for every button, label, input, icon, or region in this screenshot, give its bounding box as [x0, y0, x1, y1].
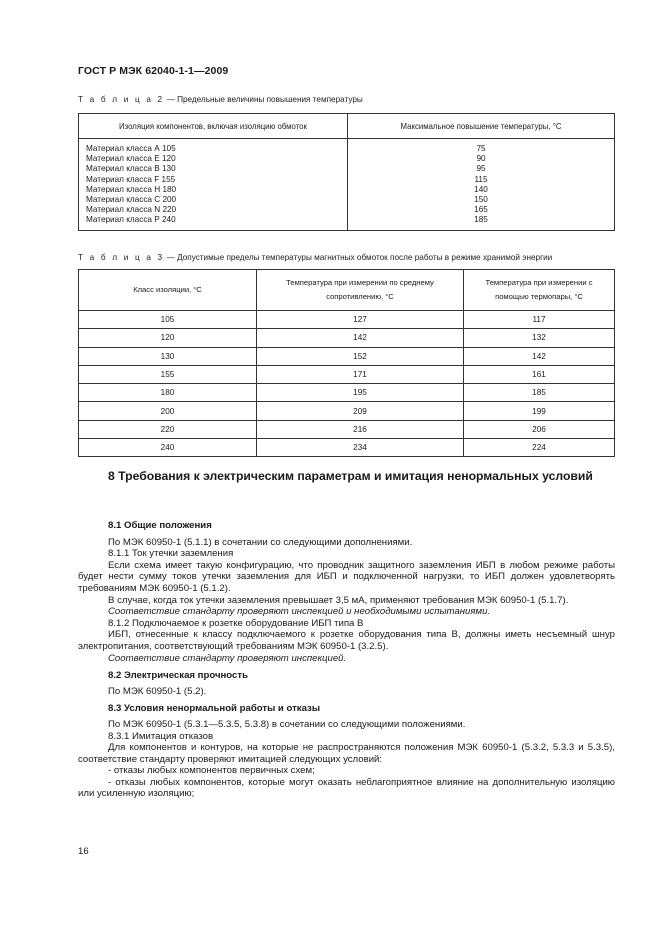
table3-cell: 199	[464, 402, 615, 420]
table3-header-row	[79, 270, 615, 311]
table3-cell: 171	[257, 365, 464, 383]
paragraph: По МЭК 60950-1 (5.1.1) в сочетании со следующими дополнениями.	[108, 536, 413, 548]
table3-cell: 195	[257, 384, 464, 402]
table2-material: Материал класса N 220	[86, 205, 177, 215]
table2-value: 150	[474, 195, 488, 205]
table2-material: Материал класса Н 180	[86, 184, 177, 194]
paragraph: Если схема имеет такую конфигурацию, что проводник защитного заземления ИБП в любом режиме работы будет нести сумму токов утечки заземления для ИБП и подключенной нагрузки, то ИБП должен удовлетворять требованиям МЭК 60950-1 (5.1.2).	[78, 559, 615, 594]
table2-value: 140	[474, 184, 488, 194]
table3-cell: 130	[79, 347, 257, 365]
subsection-8-3-1-title: 8.3.1 Имитация отказов	[108, 730, 214, 742]
table3-cell: 152	[257, 347, 464, 365]
table3-cell: 120	[79, 329, 257, 347]
table3	[78, 269, 615, 457]
table3-cell: 200	[79, 402, 257, 420]
list-item: - отказы любых компонентов, которые могут оказать неблагоприятное влияние на дополнительную изоляцию или усиленную изоляцию;	[78, 776, 615, 800]
table3-cell: 105	[79, 311, 257, 329]
table3-cell: 185	[464, 384, 615, 402]
table2	[78, 113, 615, 231]
compliance-note: Соответствие стандарту проверяют инспекцией.	[108, 652, 347, 664]
subsection-8-1-2-title: 8.1.2 Подключаемое к розетке оборудование ИБП типа В	[108, 617, 364, 629]
table3-caption	[78, 253, 552, 262]
table2-materials-cell	[79, 139, 348, 231]
table3-cell: 240	[79, 439, 257, 457]
table2-value: 75	[476, 144, 486, 153]
section-8-1-title: 8.1 Общие положения	[108, 520, 212, 531]
table-row	[79, 311, 615, 329]
page-number: 16	[78, 846, 89, 857]
table2-header-row	[79, 114, 615, 139]
table-row	[79, 347, 615, 365]
table-row	[79, 384, 615, 402]
list-item: - отказы любых компонентов первичных схем;	[108, 765, 315, 777]
table2-material: Материал класса F 155	[86, 174, 176, 184]
subsection-8-1-1-title: 8.1.1 Ток утечки заземления	[108, 548, 234, 560]
table3-cell: 216	[257, 420, 464, 438]
table3-cell: 224	[464, 439, 615, 457]
table2-col-insulation: Изоляция компонентов, включая изоляцию обмоток	[79, 114, 348, 139]
paragraph: В случае, когда ток утечки заземления превышает 3,5 мА, применяют требования МЭК 60950-1 (5.1.7).	[108, 594, 569, 606]
table2-caption-label: Т а б л и ц а 2	[78, 95, 165, 104]
document-header: ГОСТ Р МЭК 62040-1-1—2009	[78, 65, 229, 77]
paragraph: Для компонентов и контуров, на которые не распространяются положения МЭК 60950-1 (5.3.2, 5.3.3 и 5.3.5), соответствие стандарту проверяют имитацией следующих условий:	[78, 742, 615, 765]
table3-cell: 132	[464, 329, 615, 347]
table2-material: Материал класса Е 120	[86, 154, 176, 164]
table2-value: 165	[474, 205, 488, 215]
table-row	[79, 439, 615, 457]
table3-caption-text: — Допустимые пределы температуры магнитных обмоток после работы в режиме хранимой энергии	[164, 253, 553, 262]
table2-value: 185	[474, 215, 488, 225]
paragraph: По МЭК 60950-1 (5.3.1—5.3.5, 5.3.8) в сочетании со следующими положениями.	[108, 718, 466, 730]
table2-material: Материал класса В 130	[86, 164, 176, 174]
table3-cell: 180	[79, 384, 257, 402]
table2-material: Материал класса А 105	[86, 144, 176, 153]
table3-cell: 234	[257, 439, 464, 457]
table3-cell: 142	[464, 347, 615, 365]
table2-value: 90	[476, 154, 486, 164]
section-8-2-title: 8.2 Электрическая прочность	[108, 670, 248, 682]
table-row	[79, 329, 615, 347]
table2-value: 115	[474, 174, 488, 184]
table2-caption	[78, 95, 363, 104]
table2-material: Материал класса Р 240	[86, 215, 176, 225]
table2-caption-text: — Предельные величины повышения температуры	[164, 95, 363, 104]
table3-cell: 220	[79, 420, 257, 438]
table3-cell: 155	[79, 365, 257, 383]
table2-values-cell	[348, 139, 615, 231]
table3-cell: 142	[257, 329, 464, 347]
table3-cell: 206	[464, 420, 615, 438]
table3-cell: 127	[257, 311, 464, 329]
paragraph: По МЭК 60950-1 (5.2).	[108, 685, 207, 697]
table3-col-thermocouple: Температура при измерении с помощью термопары, °С	[464, 270, 615, 311]
section8-title: 8 Требования к электрическим параметрам и имитация ненормальных условий	[108, 469, 593, 483]
section8-body	[78, 520, 615, 800]
compliance-note: Соответствие стандарту проверяют инспекцией и необходимыми испытаниями.	[108, 606, 491, 618]
table-row	[79, 420, 615, 438]
section-8-3-title: 8.3 Условия ненормальной работы и отказы	[108, 703, 321, 715]
table2-body-row	[79, 139, 615, 231]
table2-value: 95	[476, 164, 486, 174]
table3-col-resistance: Температура при измерении по среднему сопротивлению, °С	[257, 270, 464, 311]
table-row	[79, 365, 615, 383]
table3-cell: 209	[257, 402, 464, 420]
table3-cell: 161	[464, 365, 615, 383]
paragraph: ИБП, отнесенные к классу подключаемого к розетке оборудования типа В, должны иметь несъемный шнур электропитания, соответствующий требованиям МЭК 60950-1 (3.2.5).	[78, 629, 615, 652]
table3-cell: 117	[464, 311, 615, 329]
table3-col-class: Класс изоляции, °С	[79, 270, 257, 311]
table2-material: Материал класса С 200	[86, 195, 177, 205]
table2-col-max-rise: Максимальное повышение температуры, °С	[348, 114, 615, 139]
table-row	[79, 402, 615, 420]
table3-caption-label: Т а б л и ц а 3	[78, 253, 165, 262]
